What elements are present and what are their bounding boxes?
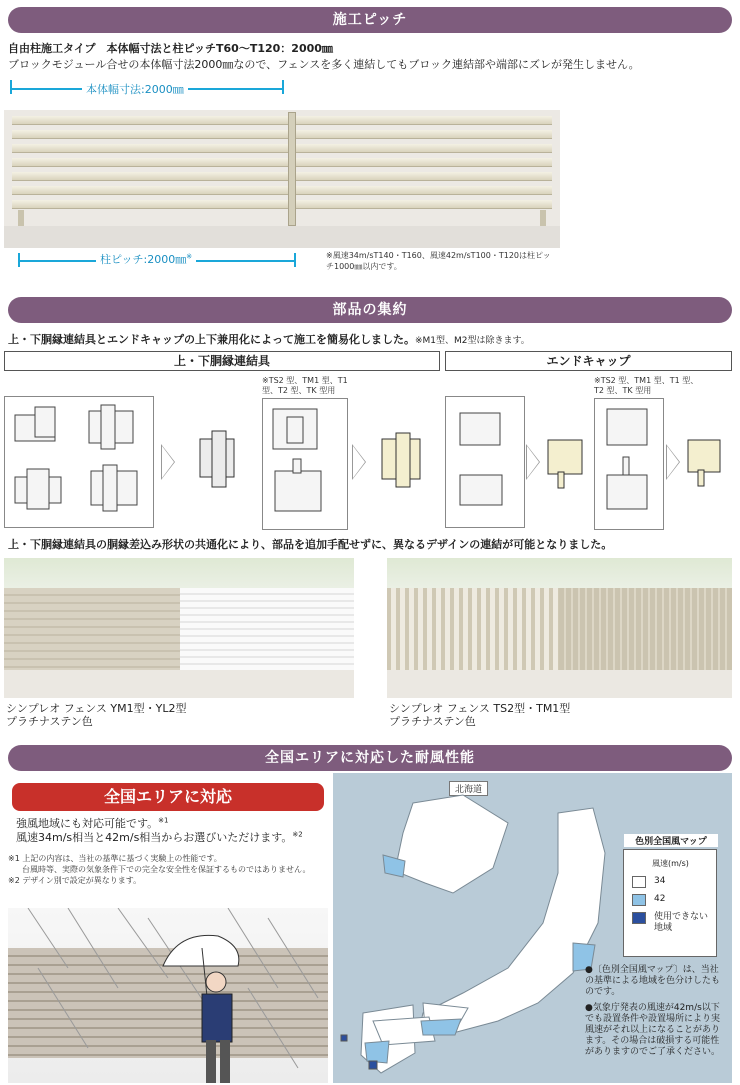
wind-line2-sup: ※2 — [292, 830, 303, 839]
fence-ground — [4, 226, 560, 248]
photo2-caption-color: プラチナステン色 — [389, 715, 476, 728]
width-measure-cap-left — [10, 80, 12, 94]
wind-line1-sup: ※1 — [158, 816, 169, 825]
fence-post — [18, 210, 24, 226]
fence-panel-yl2 — [180, 588, 354, 670]
fence-panel-ym1 — [4, 588, 180, 670]
fence-board — [12, 186, 552, 195]
legend-label-ng: 使用できない地域 — [654, 912, 709, 933]
person-with-umbrella — [158, 926, 268, 1083]
width-measure-label: 本体幅寸法:2000㎜ — [82, 81, 188, 97]
fence-board — [12, 200, 552, 209]
wind-line1-text: 強風地域にも対応可能です。 — [16, 817, 159, 830]
pitch-note: ※風速34m/sT140・T160、風速42m/sT100・T120は柱ピッチ1000㎜以内です。 — [326, 251, 551, 271]
endcap-type-new — [682, 430, 732, 490]
connector-new-part — [190, 425, 250, 495]
endcap-type-new-drawing — [682, 430, 732, 490]
wind-note1: ※1 上記の内容は、当社の基準に基づく実験上の性能です。 — [8, 854, 222, 863]
legend-unit: 風速(m/s) — [652, 859, 689, 868]
connector-box-title: 上・下胴縁連結具 — [4, 351, 440, 371]
pitch-subtitle: 自由柱施工タイプ 本体幅寸法と柱ピッチT60～T120：2000㎜ — [8, 42, 333, 55]
endcap-note: ※TS2 型、TM1 型、T1 型、T2 型、TK 型用 — [594, 376, 699, 395]
parts-intro-text: 上・下胴縁連結具とエンドキャップの上下兼用化によって施工を簡易化しました。 — [8, 333, 415, 346]
map-label-hokkaido: 北海道 — [449, 781, 488, 796]
photo1-caption — [6, 702, 186, 728]
photo2-caption-name: シンプレオ フェンス TS2型・TM1型 — [389, 702, 571, 715]
legend-label-42: 42 — [654, 894, 666, 904]
nationwide-badge: 全国エリアに対応 — [12, 783, 324, 811]
wind-note2: ※2 デザイン別で設定が異なります。 — [8, 876, 142, 885]
endcap-types-drawing — [595, 399, 663, 529]
map-note2: ●気象庁発表の風速が42m/s以下でも設置条件や設置場所により実風速がそれ以上になることがあります。その場合は破損する可能性がありますのでご了承ください。 — [585, 1003, 721, 1057]
arrow-right-icon — [352, 444, 370, 480]
connector-parts-drawing — [5, 397, 153, 527]
endcap-new-drawing — [540, 428, 592, 492]
wind-map — [333, 773, 732, 1083]
legend-label-34: 34 — [654, 876, 666, 886]
width-measure-cap-right — [282, 80, 284, 94]
fence-panel-ts2 — [387, 588, 559, 670]
fence-post — [288, 112, 296, 226]
connector-parts-types — [262, 398, 348, 530]
photo-ground — [4, 670, 354, 698]
connector-type-new — [372, 425, 436, 495]
fence-board — [12, 158, 552, 167]
photo-ground — [387, 670, 732, 698]
parts-intro-note: ※M1型、M2型は除きます。 — [415, 336, 530, 346]
pitch-body: ブロックモジュール合せの本体幅寸法2000㎜なので、フェンスを多く連結してもブロック連結部や端部にズレが発生しません。 — [8, 58, 640, 71]
endcap-parts-drawing — [446, 397, 524, 527]
fence-illustration — [4, 110, 560, 248]
map-note1: ●〔色別全国風マップ〕は、当社の基準による地域を色分けしたものです。 — [585, 965, 721, 997]
wind-note1b: 台風時等、実際の気象条件下での完全な安全性を保証するものではありません。 — [22, 865, 311, 874]
wind-line2 — [16, 829, 303, 845]
legend-swatch-ng — [632, 912, 646, 924]
endcap-box-title: エンドキャップ — [445, 351, 732, 371]
pitch-label-sup: ※ — [186, 252, 193, 261]
arrow-right-icon — [161, 444, 179, 480]
connector-new-drawing — [190, 425, 250, 495]
section-banner-parts: 部品の集約 — [8, 297, 732, 323]
endcap-parts-old — [445, 396, 525, 528]
fence-panel-tm1 — [559, 588, 732, 670]
endcap-new-part — [540, 428, 592, 492]
fence-board — [12, 116, 552, 125]
fence-photo-ym1-yl2 — [4, 558, 354, 698]
parts-common-text: 上・下胴縁連結具の胴縁差込み形状の共通化により、部品を追加手配せずに、異なるデザインの連結が可能となりました。 — [8, 538, 613, 551]
map-legend — [623, 837, 717, 957]
legend-swatch-42 — [632, 894, 646, 906]
legend-swatch-34 — [632, 876, 646, 888]
fence-board — [12, 172, 552, 181]
photo2-caption — [389, 702, 570, 728]
fence-board — [12, 144, 552, 153]
pitch-label-text: 柱ピッチ:2000㎜ — [100, 253, 187, 266]
photo1-caption-color: プラチナステン色 — [6, 715, 93, 728]
endcap-parts-types — [594, 398, 664, 530]
pitch-measure-label — [96, 251, 196, 267]
fence-board — [12, 130, 552, 139]
section-banner-pitch: 施工ピッチ — [8, 7, 732, 33]
connector-type-new-drawing — [372, 425, 436, 495]
wind-line2-text: 風速34m/s相当と42m/s相当からお選びいただけます。 — [16, 831, 293, 844]
photo1-caption-name: シンプレオ フェンス YM1型・YL2型 — [6, 702, 187, 715]
legend-title: 色別全国風マップ — [624, 834, 718, 847]
parts-intro — [8, 331, 530, 347]
fence-photo-ts2-tm1 — [387, 558, 732, 698]
storm-illustration — [8, 908, 328, 1083]
fence-post — [540, 210, 546, 226]
connector-note: ※TS2 型、TM1 型、T1 型、T2 型、TK 型用 — [262, 376, 348, 395]
section-banner-wind: 全国エリアに対応した耐風性能 — [8, 745, 732, 771]
connector-types-drawing — [263, 399, 347, 529]
connector-parts-old — [4, 396, 154, 528]
